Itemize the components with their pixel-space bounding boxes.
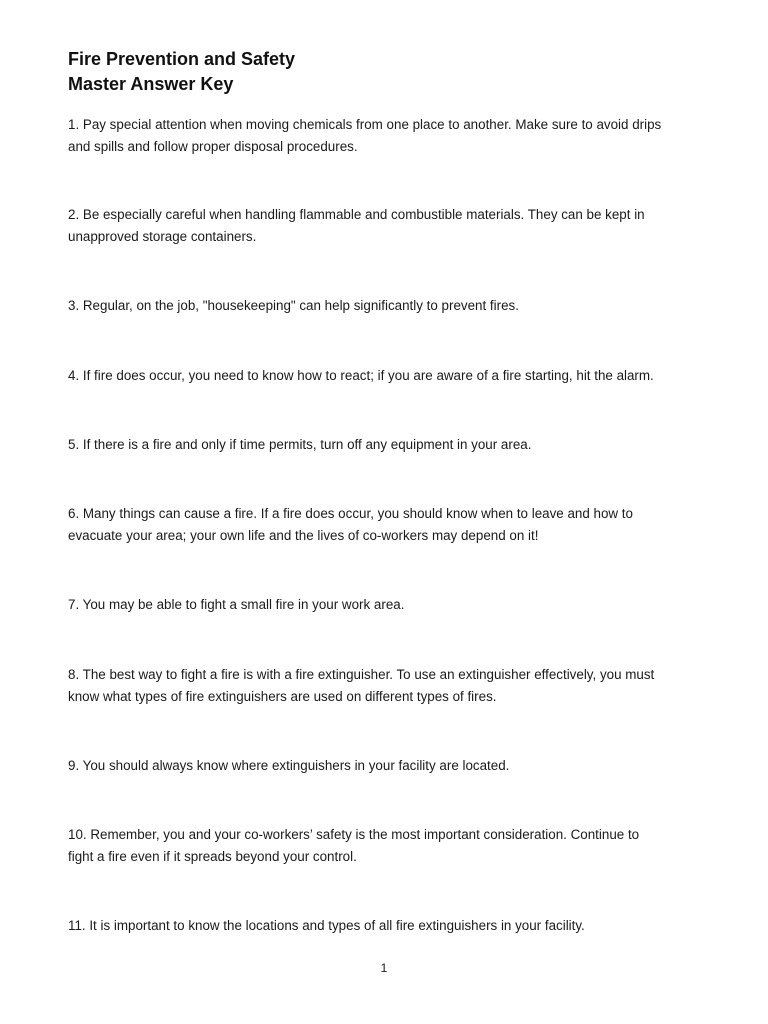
item-text-line: fight a fire even if it spreads beyond your control. — [68, 849, 357, 864]
item-text-line: unapproved storage containers. — [68, 229, 257, 244]
answer-item-2 — [68, 204, 700, 248]
item-text-line: 6. Many things can cause a fire. If a fire does occur, you should know when to leave and how to — [68, 506, 633, 521]
item-text-line: 1. Pay special attention when moving chemicals from one place to another. Make sure to avoid drips — [68, 117, 662, 132]
item-text-line: know what types of fire extinguishers are used on different types of fires. — [68, 689, 497, 704]
item-text-line: 2. Be especially careful when handling flammable and combustible materials. They can be kept in — [68, 207, 645, 222]
answer-item-4 — [68, 365, 700, 387]
answer-item-10 — [68, 824, 700, 868]
item-text-line: 8. The best way to fight a fire is with a fire extinguisher. To use an extinguisher effectively, you must — [68, 667, 655, 682]
answer-item-1 — [68, 114, 700, 158]
item-text-line: 9. You should always know where extinguishers in your facility are located. — [68, 758, 510, 773]
item-text-line: 7. You may be able to fight a small fire in your work area. — [68, 597, 405, 612]
item-text-line: and spills and follow proper disposal procedures. — [68, 139, 358, 154]
item-text-line: 11. It is important to know the locations and types of all fire extinguishers in your facility. — [68, 918, 585, 933]
page-number: 1 — [380, 961, 388, 975]
answer-item-8 — [68, 664, 700, 708]
item-text-line: 5. If there is a fire and only if time permits, turn off any equipment in your area. — [68, 437, 532, 452]
document-title — [68, 47, 688, 97]
item-text-line: 3. Regular, on the job, "housekeeping" can help significantly to prevent fires. — [68, 298, 519, 313]
title-line-2: Master Answer Key — [68, 74, 234, 94]
answer-item-3 — [68, 295, 700, 317]
answer-item-11 — [68, 915, 700, 937]
answer-item-5 — [68, 434, 700, 456]
answer-item-7 — [68, 594, 700, 616]
item-text-line: 4. If fire does occur, you need to know how to react; if you are aware of a fire starting, hit the alarm. — [68, 368, 654, 383]
answer-item-9 — [68, 755, 700, 777]
item-text-line: evacuate your area; your own life and the lives of co-workers may depend on it! — [68, 528, 539, 543]
title-line-1: Fire Prevention and Safety — [68, 49, 296, 69]
item-text-line: 10. Remember, you and your co-workers’ safety is the most important consideration. Continue to — [68, 827, 640, 842]
answer-item-6 — [68, 503, 700, 547]
